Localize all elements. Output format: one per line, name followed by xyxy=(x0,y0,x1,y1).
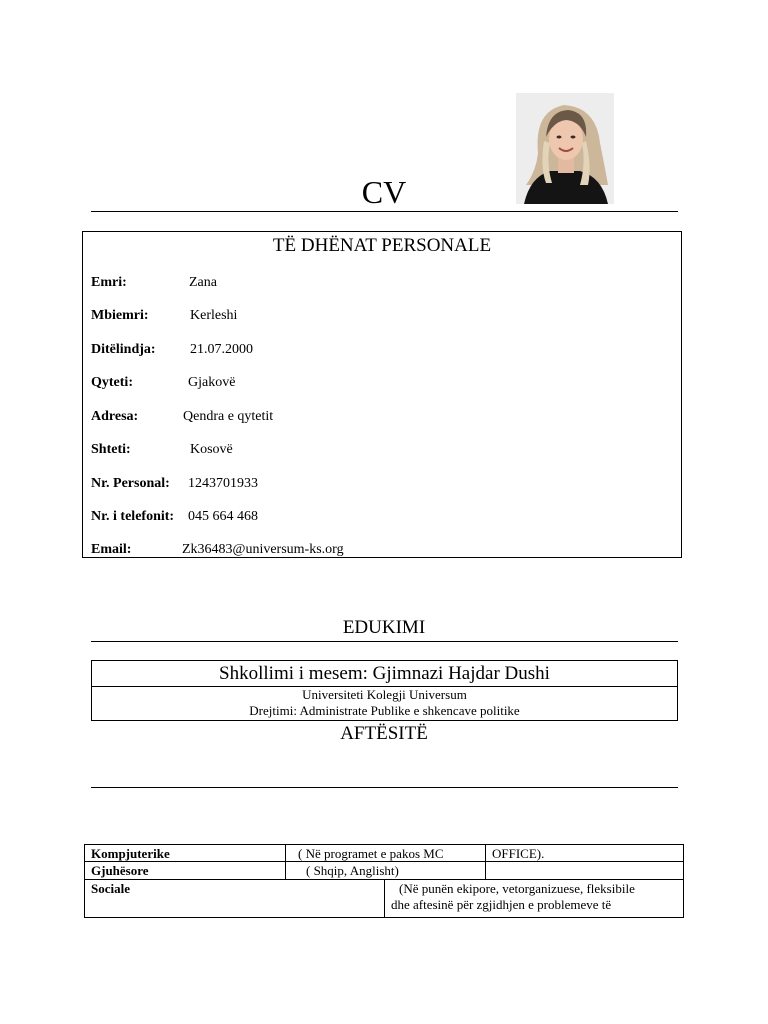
field-label: Qyteti: xyxy=(91,375,133,390)
field-value: Kosovë xyxy=(190,442,233,457)
field-label: Nr. Personal: xyxy=(91,476,170,491)
education-school: Shkollimi i mesem: Gjimnazi Hajdar Dushi xyxy=(92,661,677,687)
field-label: Adresa: xyxy=(91,409,139,424)
education-section xyxy=(91,660,678,721)
skill-value-language-cont xyxy=(485,862,684,880)
field-label: Nr. i telefonit: xyxy=(91,509,175,524)
field-label: Ditëlindja: xyxy=(91,342,156,357)
education-divider xyxy=(91,641,678,642)
field-value: Gjakovë xyxy=(188,375,236,390)
skill-label-language: Gjuhësore xyxy=(84,862,285,880)
education-university: Universiteti Kolegji Universum xyxy=(302,687,467,702)
field-value: Zk36483@universum-ks.org xyxy=(182,542,344,557)
education-direction: Drejtimi: Administrate Publike e shkencave politike xyxy=(249,703,520,718)
field-value: Kerleshi xyxy=(190,308,238,323)
field-label: Emri: xyxy=(91,275,127,290)
skills-divider xyxy=(91,787,678,788)
field-label: Mbiemri: xyxy=(91,308,149,323)
field-value: Zana xyxy=(189,275,217,290)
field-value: 045 664 468 xyxy=(188,509,258,524)
skill-value-computer: ( Në programet e pakos MC xyxy=(285,844,485,862)
skill-value-social-line1: (Në punën ekipore, vetorganizuese, fleksibile xyxy=(399,881,635,896)
field-value: 21.07.2000 xyxy=(190,342,253,357)
personal-data-heading: TË DHËNAT PERSONALE xyxy=(272,235,492,256)
skills-heading: AFTËSITË xyxy=(340,723,428,744)
title-divider xyxy=(91,211,678,212)
education-heading: EDUKIMI xyxy=(342,617,426,638)
field-label: Email: xyxy=(91,542,132,557)
skill-value-social-line2: dhe aftesinë për zgjidhjen e problemeve të xyxy=(391,897,612,912)
field-label: Shteti: xyxy=(91,442,131,457)
skill-value-language: ( Shqip, Anglisht) xyxy=(285,862,485,880)
personal-data-section xyxy=(82,231,682,558)
field-value: 1243701933 xyxy=(188,476,258,491)
skill-value-computer-cont: OFFICE). xyxy=(485,844,684,862)
skills-table xyxy=(84,844,684,918)
field-value: Qendra e qytetit xyxy=(183,409,274,424)
cv-title: CV xyxy=(361,174,407,210)
skill-label-social: Sociale xyxy=(84,880,384,918)
skill-label-computer: Kompjuterike xyxy=(84,844,285,862)
skill-value-social xyxy=(384,880,684,918)
